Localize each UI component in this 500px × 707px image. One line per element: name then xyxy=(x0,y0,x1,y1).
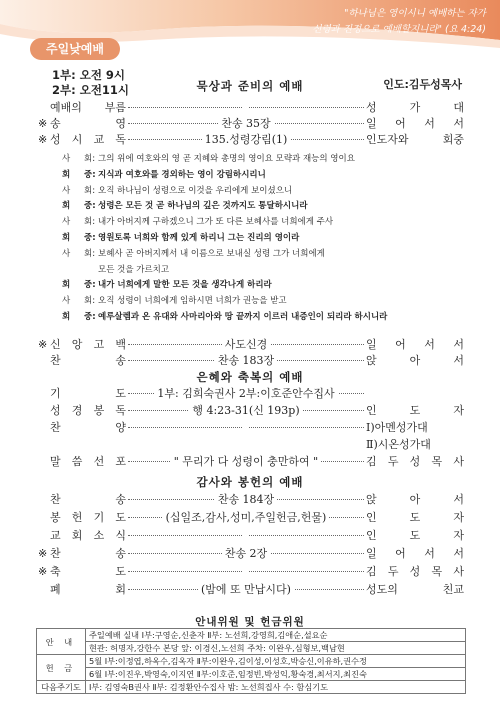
litany-speaker-suffix: 중: xyxy=(84,169,96,180)
litany-line xyxy=(62,310,482,324)
order-item-label: 폐 회 xyxy=(50,583,126,596)
litany-speaker: 회 xyxy=(62,312,71,322)
order-item-label: 신 앙 고 백 xyxy=(50,338,126,351)
order-row xyxy=(0,546,500,562)
order-item-detail xyxy=(128,403,364,419)
order-item-detail xyxy=(128,528,364,544)
table-row xyxy=(37,668,466,681)
quote-line-2: 신령과 진정으로 예배할지니라" (요 4:24) xyxy=(312,24,486,35)
litany-speaker: 회 xyxy=(62,280,71,291)
order-item-detail xyxy=(128,116,364,132)
order-item-label: 찬 송 xyxy=(50,354,126,367)
order-item-detail xyxy=(128,132,364,148)
order-row xyxy=(0,437,500,453)
order-item-person: 성도의 친교 xyxy=(366,583,464,596)
order-item-person: 앉 아 서 xyxy=(366,354,464,367)
order-item-detail xyxy=(128,353,364,369)
order-item-detail xyxy=(128,337,364,353)
litany-speaker: 사 xyxy=(62,217,71,228)
order-row xyxy=(0,132,500,148)
detail-text xyxy=(243,421,249,434)
detail-text: (밤에 또 만납시다) xyxy=(198,583,294,596)
order-row xyxy=(0,454,500,470)
order-item-person: 김 두 성 목 사 xyxy=(366,455,464,468)
litany-speaker-suffix: 회: xyxy=(84,296,96,307)
order-item-label: 예배의 부름 xyxy=(50,101,126,114)
required-standing-mark: ※ xyxy=(38,338,48,351)
order-item-label: 성 경 봉 독 xyxy=(50,404,126,417)
order-item-person: 인 도 자 xyxy=(366,529,464,542)
detail-text xyxy=(243,101,249,114)
quote-line-1: "하나님은 영이시니 예배하는 자가 xyxy=(344,8,486,19)
order-item-person: 일 어 서 서 xyxy=(366,547,464,560)
litany-text: 영원토록 너희와 함께 있게 하리니 그는 진리의 영이라 xyxy=(98,233,300,243)
order-row xyxy=(0,100,500,116)
litany-speaker-suffix: 회: xyxy=(84,154,96,164)
litany-speaker-suffix: 중: xyxy=(84,201,96,212)
litany-speaker: 회 xyxy=(62,233,71,243)
order-item-label: 송 영 xyxy=(50,117,126,130)
order-item-person: Ⅱ)시온성가대 xyxy=(366,438,431,451)
order-item-label: 축 도 xyxy=(50,565,126,578)
litany-speaker-suffix: 중: xyxy=(84,312,96,322)
litany-line xyxy=(62,294,482,308)
detail-text: 135.성령강림(1) xyxy=(202,133,291,146)
order-item-person: 일 어 서 서 xyxy=(366,117,464,130)
order-item-detail xyxy=(128,454,364,470)
order-row xyxy=(0,337,500,353)
detail-text: (십일조,감사,성미,주일헌금,헌물) xyxy=(163,511,330,524)
litany-text: 내가 너희에게 말한 모든 것을 생각나게 하리라 xyxy=(98,280,272,291)
order-item-person: Ⅰ)아멘성가대 xyxy=(366,421,428,434)
litany-text: 내가 아버지께 구하겠으니 그가 또 다른 보혜사를 너희에게 주사 xyxy=(98,217,334,228)
worship-leader: 인도:김두성목사 xyxy=(383,78,462,91)
row-header-offering: 헌 금 xyxy=(37,655,86,681)
order-row xyxy=(0,386,500,402)
info-title: 안내위원 및 헌금위원 xyxy=(195,616,305,628)
required-standing-mark: ※ xyxy=(38,565,48,578)
litany-line xyxy=(62,247,482,261)
order-item-person: 인 도 자 xyxy=(366,404,464,417)
row-header-next-prayer: 다음주기도 xyxy=(37,681,86,694)
required-standing-mark: ※ xyxy=(38,117,48,130)
litany-line xyxy=(62,215,482,229)
order-row xyxy=(0,116,500,132)
litany-speaker: 사 xyxy=(62,296,71,307)
litany-text: 오직 하나님이 성령으로 이것을 우리에게 보이셨으니 xyxy=(98,185,293,196)
litany-line xyxy=(62,278,482,292)
order-item-detail xyxy=(128,546,364,562)
order-row xyxy=(0,403,500,419)
order-item-label: 찬 양 xyxy=(50,421,126,434)
required-standing-mark: ※ xyxy=(38,547,48,560)
ushers-offering-table xyxy=(36,628,466,694)
section-title-meditation: 묵상과 준비의 예배 xyxy=(196,79,304,93)
order-item-person: 성 가 대 xyxy=(366,101,464,114)
order-item-person: 김 두 성 목 사 xyxy=(366,565,464,578)
litany-speaker-suffix: 중: xyxy=(84,280,96,291)
order-item-label: 찬 송 xyxy=(50,493,126,506)
order-item-detail xyxy=(128,492,364,508)
table-cell: 5월 Ⅰ부:이정엽,하옥수,김옥자 Ⅱ부:이완우,김이성,이성호,박승신,이유하,권수정 xyxy=(86,655,466,668)
order-row xyxy=(0,353,500,369)
litany-speaker-suffix: 회: xyxy=(84,248,96,259)
detail-text xyxy=(243,565,249,578)
order-item-label: 성 시 교 독 xyxy=(50,133,126,146)
litany-speaker-suffix: 중: xyxy=(84,233,96,243)
litany-line xyxy=(62,168,482,182)
order-row xyxy=(0,420,500,436)
order-row xyxy=(0,510,500,526)
detail-text: 찬송 35장 xyxy=(218,117,273,130)
detail-text: 사도신경 xyxy=(222,338,271,351)
litany-speaker-suffix: 회: xyxy=(84,185,96,196)
order-row xyxy=(0,582,500,598)
detail-text xyxy=(243,438,249,451)
service-badge: 주일낮예배 xyxy=(30,38,120,60)
order-row xyxy=(0,492,500,508)
table-row xyxy=(37,681,466,694)
table-row xyxy=(37,655,466,668)
order-item-detail xyxy=(128,510,364,526)
order-item-detail xyxy=(128,437,364,453)
order-item-detail xyxy=(128,100,364,116)
detail-text: 행 4:23-31(신 193p) xyxy=(189,404,302,417)
table-cell: 주일예배 실내 Ⅰ부:구영순,신춘자 Ⅱ부: 노선희,강영희,김애순,설요순 xyxy=(86,629,466,642)
order-item-label: 봉 헌 기 도 xyxy=(50,511,126,524)
litany-line xyxy=(98,263,500,277)
order-row xyxy=(0,564,500,580)
section-title-grace: 은혜와 축복의 예배 xyxy=(196,370,304,384)
row-header-ushers: 안 내 xyxy=(37,629,86,655)
table-cell: 6월 Ⅰ부:이진우,박영숙,이지연 Ⅱ부:이호준,임정빈,박성익,황숙경,최서지,최진숙 xyxy=(86,668,466,681)
litany-text: 그의 위에 여호와의 영 곧 지혜와 총명의 영이요 모략과 재능의 영이요 xyxy=(98,154,355,164)
litany-speaker-suffix: 회: xyxy=(84,217,96,228)
order-item-person: 인도자와 회중 xyxy=(366,133,464,146)
detail-text xyxy=(243,529,249,542)
required-standing-mark: ※ xyxy=(38,133,48,146)
table-row xyxy=(37,629,466,642)
order-item-detail xyxy=(128,420,364,436)
table-cell: Ⅰ부: 김영숙B권사 Ⅱ부: 김정환안수집사 밤: 노선희집사 수: 함심기도 xyxy=(86,681,466,694)
litany-text: 보혜사 곧 아버지께서 내 이름으로 보내실 성령 그가 너희에게 xyxy=(98,248,325,259)
litany-line xyxy=(62,184,482,198)
litany-text: 성령은 모든 것 곧 하나님의 깊은 것까지도 통달하시니라 xyxy=(98,201,308,212)
detail-text: 1부: 김희숙권사 2부:이호준안수집사 xyxy=(154,387,337,400)
litany-text: 오직 성령이 너희에게 임하시면 너희가 권능을 받고 xyxy=(98,296,287,307)
order-item-person: 앉 아 서 xyxy=(366,493,464,506)
order-item-detail xyxy=(128,582,364,598)
litany-line xyxy=(62,199,482,213)
scripture-quote xyxy=(312,6,486,38)
order-item-detail xyxy=(128,564,364,580)
table-cell: 현관: 허명자,강한수 본당 앞: 이경신,노선희 주차: 이완우,심형보,백남현 xyxy=(86,642,466,655)
litany-speaker: 회 xyxy=(62,201,71,212)
order-item-person: 일 어 서 서 xyxy=(366,338,464,351)
order-item-label: 교 회 소 식 xyxy=(50,529,126,542)
detail-text: " 무리가 다 성령이 충만하여 " xyxy=(171,455,322,468)
detail-text: 찬송 2장 xyxy=(222,547,270,560)
litany-speaker: 사 xyxy=(62,154,71,164)
order-item-person: 인 도 자 xyxy=(366,511,464,524)
order-item-label: 찬 송 xyxy=(50,547,126,560)
service-time-1: 1부: 오전 9시 xyxy=(52,68,126,82)
litany-speaker: 회 xyxy=(62,169,71,180)
detail-text: 찬송 183장 xyxy=(215,354,277,367)
table-row xyxy=(37,642,466,655)
order-item-label: 말 씀 선 포 xyxy=(50,455,126,468)
order-item-label: 기 도 xyxy=(50,387,126,400)
litany-line xyxy=(62,231,482,245)
litany-text: 예루살렘과 온 유대와 사마리아와 땅 끝까지 이르러 내증인이 되리라 하시니라 xyxy=(98,312,388,322)
detail-text: 찬송 184장 xyxy=(215,493,277,506)
order-item-detail xyxy=(128,386,364,402)
litany-text: 모든 것을 가르치고 xyxy=(98,264,170,275)
litany-speaker: 사 xyxy=(62,185,71,196)
service-time-2: 2부: 오전11시 xyxy=(52,83,130,97)
litany-text: 지식과 여호와를 경외하는 영이 강림하시리니 xyxy=(98,169,266,180)
litany-line xyxy=(62,152,482,166)
section-title-thanksgiving: 감사와 봉헌의 예배 xyxy=(196,475,304,489)
order-row xyxy=(0,528,500,544)
litany-speaker: 사 xyxy=(62,248,71,259)
